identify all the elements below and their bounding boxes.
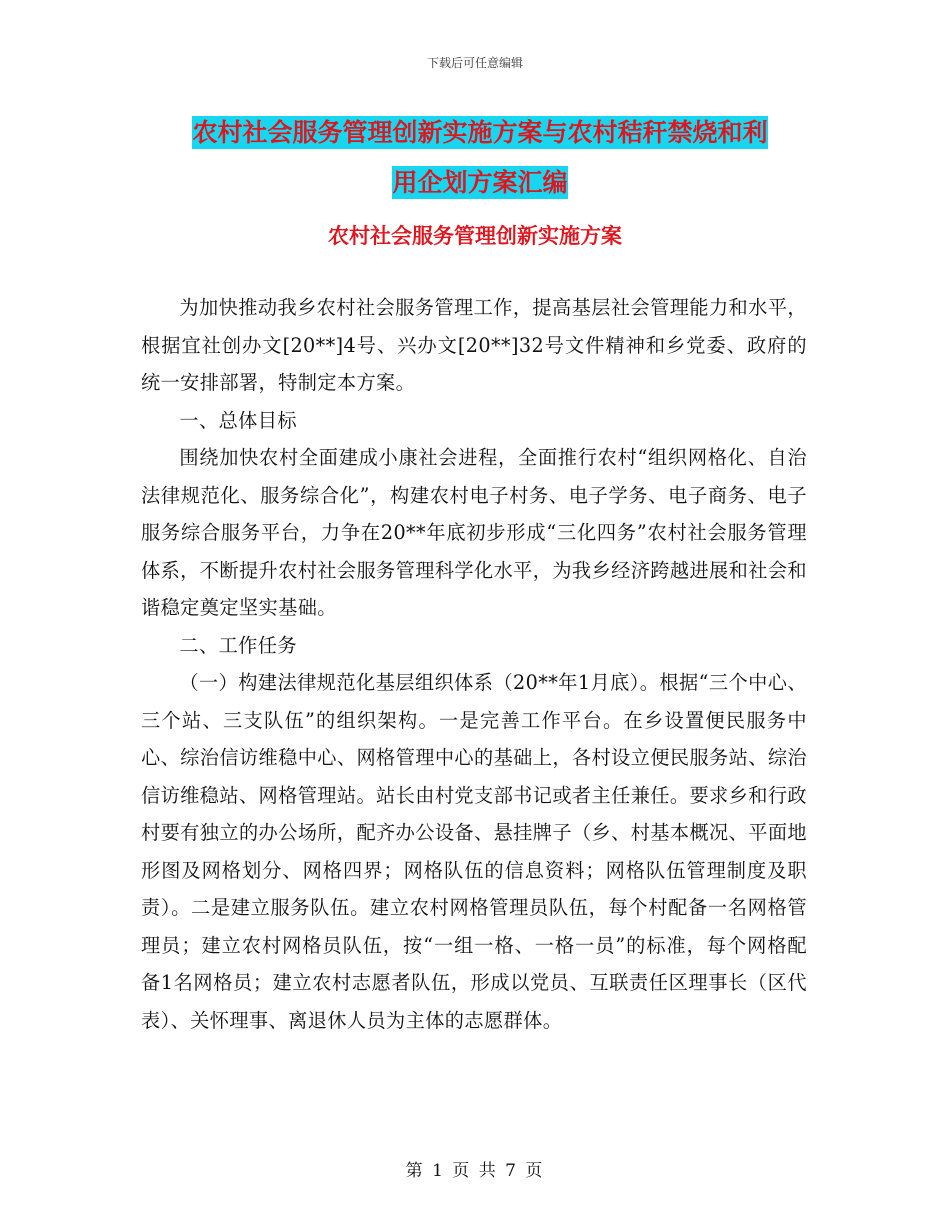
header-note: 下载后可任意编辑 bbox=[426, 56, 523, 70]
paragraph-task-one: （一）构建法律规范化基层组织体系（20**年1月底）。根据“三个中心、三个站、三支队伍”的组织架构。一是完善工作平台。在乡设置便民服务中心、综治信访维稳中心、网格管理中心的基础上，各村设立便民服务站、综治信访维稳站、网格管理站。站长由村党支部书记或者主任兼任。要求乡和行政村要有独立的办公场所，配齐办公设备、悬挂牌子（乡、村基本概况、平面地形图及网格划分、网格四界；网格队伍的信息资料；网格队伍管理制度及职责）。二是建立服务队伍。建立农村网格管理员队伍，每个村配备一名网格管理员；建立农村网格员队伍，按“一组一格、一格一员”的标准，每个网格配备1名网格员；建立农村志愿者队伍，形成以党员、互联责任区理事长（区代表）、关怀理事、离退休人员为主体的志愿群体。 bbox=[141, 671, 807, 1032]
paragraph-intro: 为加快推动我乡农村社会服务管理工作，提高基层社会管理能力和水平，根据宜社创办文[20**]4号、兴办文[20**]32号文件精神和乡党委、政府的统一安排部署，特制定本方案。 bbox=[141, 296, 807, 394]
document-title-line-2: 用企划方案汇编 bbox=[392, 168, 568, 197]
section-title: 农村社会服务管理创新实施方案 bbox=[328, 224, 622, 248]
document-body bbox=[141, 289, 807, 1039]
page-footer: 第 1 页 共 7 页 bbox=[405, 1161, 545, 1181]
document-title bbox=[140, 108, 820, 208]
heading-overall-goal: 一、总体目标 bbox=[179, 408, 297, 432]
heading-work-tasks: 二、工作任务 bbox=[179, 633, 297, 657]
document-title-line-1: 农村社会服务管理创新实施方案与农村秸秆禁烧和利 bbox=[192, 118, 768, 147]
paragraph-goal: 围绕加快农村全面建成小康社会进程，全面推行农村“组织网格化、自治法律规范化、服务综合化”，构建农村电子村务、电子学务、电子商务、电子服务综合服务平台，力争在20**年底初步形成“三化四务”农村社会服务管理体系，不断提升农村社会服务管理科学化水平，为我乡经济跨越进展和社会和谐稳定奠定坚实基础。 bbox=[141, 446, 807, 619]
